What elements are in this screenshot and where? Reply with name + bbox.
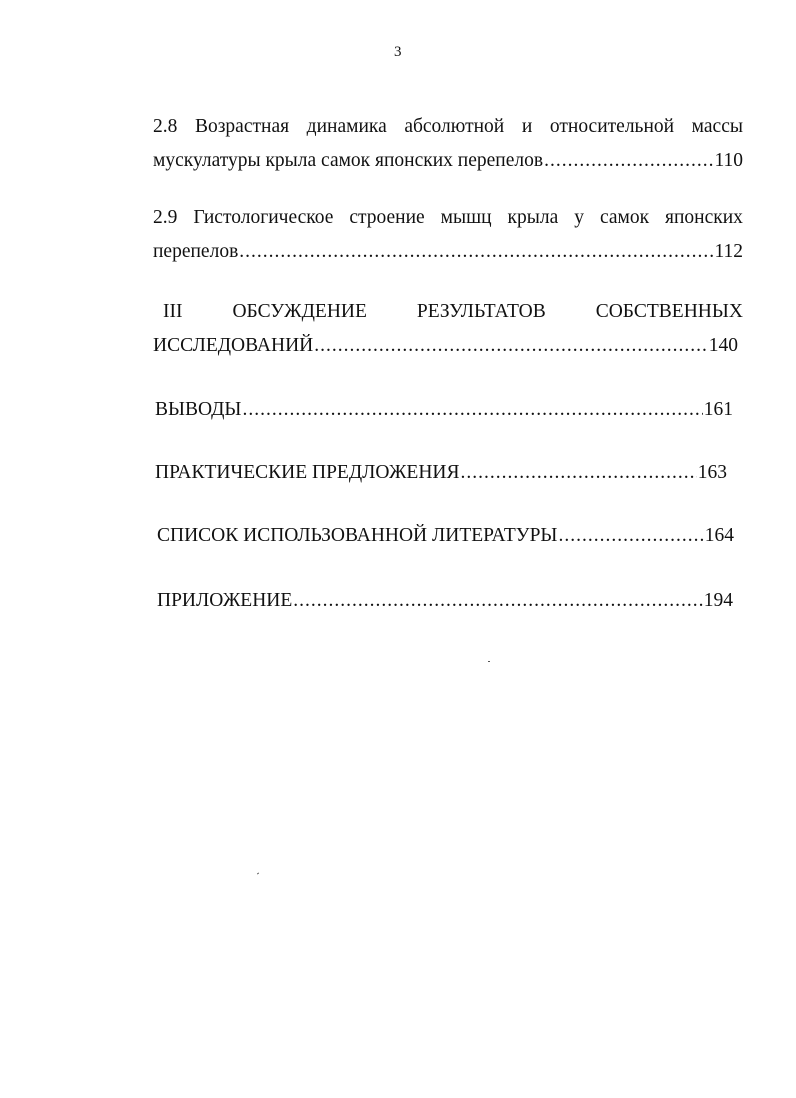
toc-page-number: 163 [697, 462, 727, 483]
dot-leader [314, 329, 708, 363]
scan-speck [257, 872, 259, 874]
toc-entry-title: ВЫВОДЫ [155, 399, 242, 420]
toc-word: строение [349, 207, 425, 228]
toc-entry-conclusions[interactable] [155, 393, 733, 427]
toc-page-number: 110 [714, 150, 743, 171]
dot-leader [293, 584, 702, 618]
toc-word: ОБСУЖДЕНИЕ [232, 301, 367, 322]
toc-entry-practical-proposals[interactable] [155, 456, 727, 490]
toc-page-number: 194 [703, 590, 733, 611]
toc-word: Гистологическое [193, 207, 334, 228]
toc-word: относительной [549, 116, 675, 137]
toc-word: СОБСТВЕННЫХ [595, 301, 743, 322]
toc-entry-title-line2 [153, 329, 738, 363]
toc-word: абсолютной [404, 116, 505, 137]
toc-word: у [574, 207, 584, 228]
toc-entry-2-8[interactable] [153, 110, 743, 178]
dot-leader [239, 235, 713, 269]
toc-entry-title-line1 [153, 295, 743, 329]
toc-entry-title-continued: перепелов [153, 241, 239, 262]
toc-entry-title-line2 [153, 235, 743, 269]
toc-word: крыла [507, 207, 559, 228]
toc-word: Возрастная [194, 116, 290, 137]
toc-entry-title: СПИСОК ИСПОЛЬЗОВАННОЙ ЛИТЕРАТУРЫ [157, 525, 558, 546]
toc-entry-appendix[interactable] [157, 584, 733, 618]
toc-page-number: 112 [714, 241, 743, 262]
toc-word: мышц [440, 207, 492, 228]
toc-entry-line [155, 456, 727, 490]
toc-page-number: 164 [704, 525, 734, 546]
toc-word: 2.9 [153, 207, 178, 228]
toc-entry-title: ПРАКТИЧЕСКИЕ ПРЕДЛОЖЕНИЯ [155, 462, 460, 483]
toc-page-number: 140 [708, 335, 738, 356]
toc-entry-title-line1 [153, 110, 743, 144]
toc-word: массы [691, 116, 743, 137]
dot-leader [544, 144, 713, 178]
toc-word: самок [599, 207, 650, 228]
toc-entry-title-continued: ИССЛЕДОВАНИЙ [153, 335, 314, 356]
toc-entry-title-continued: мускулатуры крыла самок японских перепелов [153, 150, 544, 171]
toc-word: и [521, 116, 533, 137]
toc-entry-2-9[interactable] [153, 201, 743, 269]
toc-word: японских [665, 207, 743, 228]
toc-page-number: 161 [703, 399, 733, 420]
toc-entry-title: ПРИЛОЖЕНИЕ [157, 590, 293, 611]
scan-speck [488, 661, 490, 662]
toc-entry-title-line1 [153, 201, 743, 235]
toc-entry-references[interactable] [157, 519, 734, 553]
toc-word: динамика [306, 116, 387, 137]
toc-word: 2.8 [153, 116, 178, 137]
toc-entry-line [157, 519, 734, 553]
toc-word: РЕЗУЛЬТАТОВ [416, 301, 546, 322]
toc-entry-line [155, 393, 733, 427]
dot-leader [461, 456, 697, 490]
dot-leader [242, 393, 702, 427]
toc-entry-line [157, 584, 733, 618]
page-number: 3 [394, 44, 402, 60]
toc-word: III [163, 301, 183, 322]
dot-leader [558, 519, 703, 553]
toc-entry-iii[interactable] [153, 295, 743, 363]
toc-entry-title-line2 [153, 144, 743, 178]
